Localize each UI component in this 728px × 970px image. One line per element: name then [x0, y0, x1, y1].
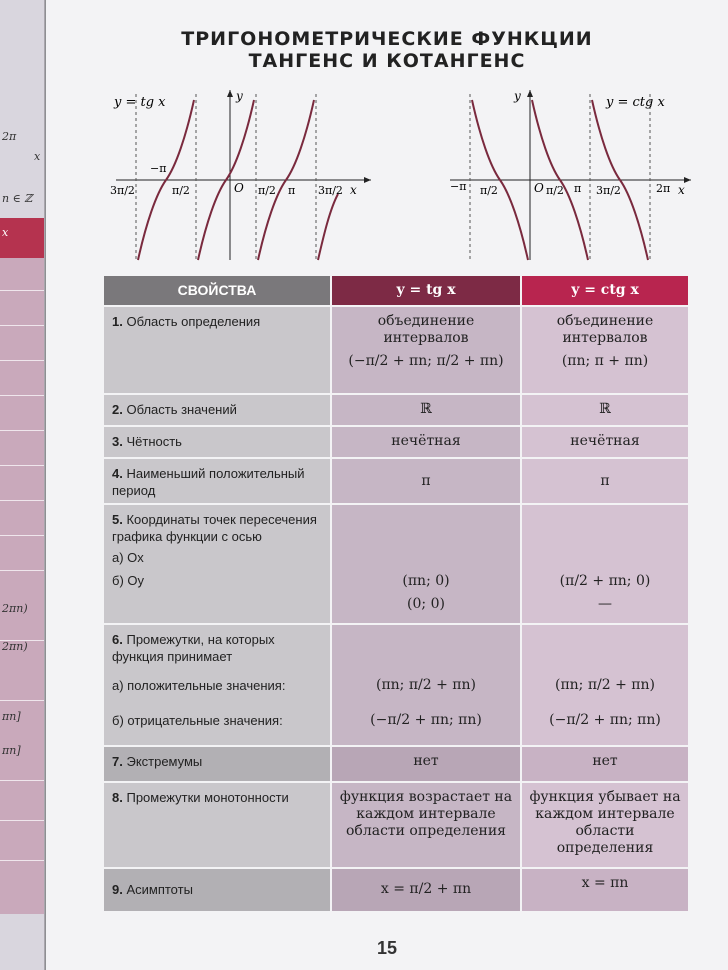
row-property: Промежутки монотонности [126, 790, 289, 805]
table-row [104, 625, 690, 747]
table-row [104, 307, 690, 395]
ctg-value-a: (π/2 + πn; 0) [559, 573, 651, 589]
row-property: Чётность [126, 434, 182, 449]
left-frag: 2πn) [2, 602, 28, 615]
left-frag: 2π [2, 130, 17, 143]
row-number: 1. [112, 314, 123, 329]
row-sub-a: а) положительные значения: [112, 678, 286, 693]
tg-value: π [332, 459, 522, 505]
table-header-row [104, 276, 690, 307]
table-row [104, 427, 690, 459]
row-property: Область определения [126, 314, 261, 329]
table-row [104, 783, 690, 869]
tg-origin: O [234, 181, 244, 195]
table-row [104, 459, 690, 505]
table-row [104, 747, 690, 783]
row-number: 6. [112, 632, 123, 647]
page-title: ТРИГОНОМЕТРИЧЕСКИЕ ФУНКЦИИ [181, 28, 593, 50]
tg-value: нечётная [332, 427, 522, 459]
tg-value: ℝ [332, 395, 522, 427]
tg-value-b: (0; 0) [407, 596, 445, 612]
row-sub-b: б) Oy [112, 573, 144, 588]
left-frag: πn] [2, 744, 21, 757]
left-frag: n ∈ ℤ [2, 192, 33, 205]
table-row [104, 869, 690, 913]
ctg-value: функция убывает на каждом интервале области определения [522, 783, 690, 869]
row-property: Экстремумы [126, 754, 203, 769]
ctg-value: π [522, 459, 690, 505]
row-number: 7. [112, 754, 123, 769]
cotangent-graph [446, 84, 696, 264]
table-row [104, 505, 690, 625]
tg-value: x = π/2 + πn [332, 869, 522, 913]
header-ctg: y = ctg x [522, 276, 690, 307]
tg-tick: π [288, 184, 296, 197]
row-property: Наименьший положительный период [112, 466, 305, 498]
ctg-y-label: y [514, 89, 521, 103]
header-tg: y = tg x [332, 276, 522, 307]
row-property: Область значений [126, 402, 237, 417]
tg-value: объединение интервалов [377, 313, 475, 346]
table-row [104, 395, 690, 427]
ctg-value: нечётная [522, 427, 690, 459]
tg-value-formula: (−π/2 + πn; π/2 + πn) [348, 353, 504, 369]
ctg-value: объединение интервалов [556, 313, 654, 346]
tg-tick: −π [150, 162, 167, 175]
tg-tick: π/2 [172, 184, 190, 197]
ctg-value-formula: (πn; π + πn) [561, 353, 649, 369]
ctg-value-b: — [598, 596, 612, 612]
page-subtitle: ТАНГЕНС И КОТАНГЕНС [248, 50, 526, 72]
tg-value-a: (πn; π/2 + πn) [376, 677, 476, 693]
ctg-value-a: (πn; π/2 + πn) [555, 677, 655, 693]
ctg-origin: O [534, 181, 544, 195]
row-sub-b: б) отрицательные значения: [112, 713, 283, 728]
row-number: 2. [112, 402, 123, 417]
row-number: 8. [112, 790, 123, 805]
ctg-value: x = πn [522, 869, 690, 913]
ctg-tick: π/2 [480, 184, 498, 197]
ctg-tick: π [574, 182, 582, 195]
textbook-page [46, 0, 728, 970]
row-sub-a: а) Ox [112, 550, 144, 565]
row-number: 9. [112, 882, 123, 897]
row-property: Асимптоты [126, 882, 193, 897]
tg-tick: 3π/2 [318, 184, 343, 197]
tg-value: функция возрастает на каждом интервале области определения [332, 783, 522, 869]
page-number: 15 [376, 938, 398, 958]
ctg-x-label: x [678, 183, 685, 197]
row-number: 4. [112, 466, 123, 481]
row-number: 5. [112, 512, 123, 527]
ctg-value-b: (−π/2 + πn; πn) [549, 712, 661, 728]
tg-value-a: (πn; 0) [402, 573, 450, 589]
left-frag: x [34, 150, 41, 163]
row-property: Промежутки, на которых функция принимает [112, 632, 275, 664]
left-frag: x [2, 226, 9, 239]
tg-tick: π/2 [258, 184, 276, 197]
tangent-graph [106, 84, 376, 264]
tg-tick: 3π/2 [110, 184, 135, 197]
left-frag: 2πn) [2, 640, 28, 653]
row-number: 3. [112, 434, 123, 449]
left-page-edge [0, 0, 45, 970]
tg-x-label: x [350, 183, 357, 197]
left-frag: πn] [2, 710, 21, 723]
ctg-value: ℝ [522, 395, 690, 427]
row-property: Координаты точек пересечения графика функции с осью [112, 512, 317, 544]
tg-value-b: (−π/2 + πn; πn) [370, 712, 482, 728]
ctg-tick: 2π [656, 182, 671, 195]
tg-label: y = tg x [114, 95, 166, 110]
properties-table [104, 276, 690, 913]
ctg-tick: −π [450, 180, 467, 193]
tg-value: нет [332, 747, 522, 783]
header-properties: СВОЙСТВА [104, 276, 332, 307]
ctg-tick: 3π/2 [596, 184, 621, 197]
ctg-label: y = ctg x [606, 95, 665, 110]
ctg-value: нет [522, 747, 690, 783]
ctg-tick: π/2 [546, 184, 564, 197]
tg-y-label: y [236, 89, 243, 103]
